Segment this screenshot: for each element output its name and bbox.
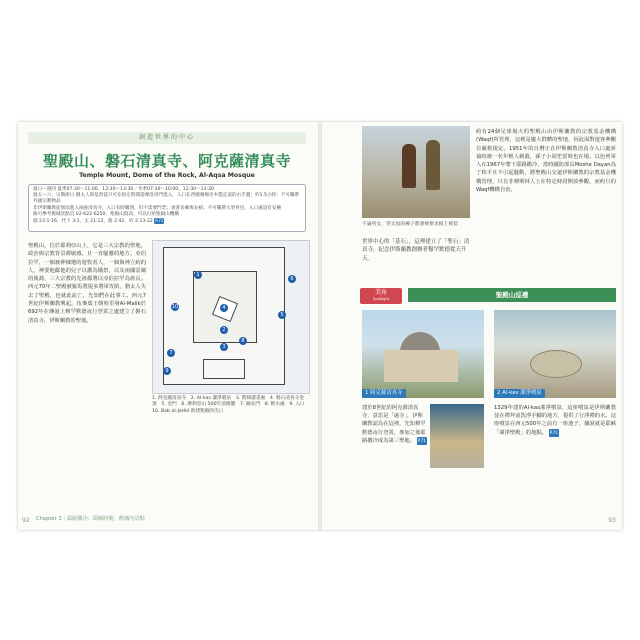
fountain-photo <box>494 310 616 398</box>
map-marker: 6 <box>288 275 296 283</box>
figure <box>402 144 416 188</box>
page-ref: P.71 <box>155 218 164 224</box>
page-number: 92 <box>22 517 30 524</box>
pilgrims-photo <box>362 126 470 218</box>
interior-photo <box>430 404 484 468</box>
fountain-basin <box>530 350 582 378</box>
col1-text: 建於8世紀的阿克薩清真寺，意思是「遠寺」，伊斯蘭教認為在這裡，先知穆罕默德夜行登霄，麥加之後耶路撒冷成為第三聖地。 P.71 <box>362 405 426 444</box>
info-contact: 路可參考舊城景點頁 02-622-6250；聖殿山資訊；可以打給聖殿山機構 <box>33 211 179 217</box>
temple-mount-map <box>152 240 310 394</box>
map-marker: 5 <box>278 311 286 319</box>
spotlight-title: 聖殿山巡禮 <box>408 288 616 302</box>
mosque-building <box>203 359 245 379</box>
map-marker: 3 <box>220 343 228 351</box>
page-title: 聖殿山、磐石清真寺、阿克薩清真寺 <box>42 152 291 170</box>
page-number: 93 <box>608 517 616 524</box>
book-spread <box>18 122 622 530</box>
col2-text: 1329年建的Al-kas潔淨噴泉，這座噴泉是伊斯蘭教徒在禮拜前洗淨手腳的地方，提供了行淨禮的水。這座噴泉在西元500年之前有一座池子，據說就是耶穌「潔淨聖殿」的地點。 P.71 <box>494 405 616 436</box>
section-kicker: 創造世界的中心 <box>28 132 306 144</box>
mid-text: 世界中心的「基石」，這裡建立了「聖石」清真寺，紀念伊斯蘭教創辦者穆罕默德從天升天。 <box>362 239 470 262</box>
info-box <box>28 184 306 232</box>
top-text: 約有24個足球場大的聖殿山由伊斯蘭教的宗教基金機構(Waqf)所管理，這裡是龐大群體的聖地，因此面對遊客參觀有嚴格規定。1951年的日曆正在伊斯蘭教清真寺入口處祈禱時被一名年輕人刺殺，孫子小胡笙當時也在場。以色列軍人在1967年奪下耶路撒冷，當時國防部長Moshe Dayan為了和平且不引起騷動，將聖殿山交還伊斯蘭教的宗教基金機構管理，只有非穆斯林人士在特定時段開放參觀，而約旦的Waqf機構自治。 <box>476 129 616 194</box>
map-legend: 1. 阿克薩清真寺 2. Al-kas 潔淨噴泉 3. 階梯讀書處 4. 磐石清真寺金頂 5. 金門 6. 摩利亞山 500年前圍牆 7. 錫安門 8. 飲水處 9. 入口 10. Bab al-Jedid 新建聖殿的出口 <box>152 396 310 414</box>
map-marker: 4 <box>220 304 228 312</box>
body-text: 聖殿山，位於耶利亞山上，它是三大宗教的聖地，政治與宗教背景都敏感，且一直騷靈的地方。亞伯拉罕，一個被神揀選的遊牧者人，一個與神立約的人，神要他獻他的兒子以撒為燔祭，以及兩國雷爾的後裔，三大宗教的先祖都將以亞伯拉罕為族長。西元70年二聖殿被羅馬將提多將軍攻陷，猶太人失去了聖殿，也就此流亡，先知們在此事工。西元7世紀伊斯蘭教興起，伍麥葉王朝哈里發Al-Malik於692年在傳說上穆罕默德夜行登霄之處建立了磐石清真寺，伊斯蘭教的聖地。 <box>28 243 146 324</box>
map-marker: 9 <box>163 367 171 375</box>
map-marker: 10 <box>171 304 179 310</box>
right-page <box>322 122 622 530</box>
photo-label: 2 Al-kas 潔淨噴泉 <box>494 389 545 398</box>
photo-caption: 不論男女，穿太短的褲子都會被要求披上被套 <box>362 222 458 227</box>
al-aqsa-photo <box>362 310 484 398</box>
left-page <box>18 122 318 530</box>
info-hours: 週日～週四 夏季07:30～11:00、12:30～13:30／冬季07:30～10:00、12:30～13:30 <box>33 187 214 192</box>
figure <box>426 140 440 190</box>
spotlight-badge: 美角 Spotlight <box>360 288 402 304</box>
dome <box>400 332 440 352</box>
photo-label: 1 阿克薩清真寺 <box>362 389 406 398</box>
info-access: 週五～六、宗教節日 猶太人與基督徒只可在指定時間從摩洛哥門進入，入口在西牆廣場旁木製走道的右手邊；約1.5小時；不可攜帶外國宗教物品 <box>33 193 300 205</box>
chapter-footer: Chapter 3｜耶路撒冷：耶穌時期，舊城內景點 <box>36 516 145 522</box>
page-ref: P.71 <box>417 437 427 445</box>
map-marker: 8 <box>239 337 247 345</box>
map-marker: 7 <box>167 349 175 357</box>
info-scripture: 創 23:1-16、代下 3:1、太 21:12、路 2:42、約 2:13-22 P.71 <box>33 218 164 225</box>
page-ref: P.71 <box>549 429 559 437</box>
map-marker: 2 <box>220 326 228 334</box>
info-rules: 非伊斯蘭教徒無法進入兩座清真寺，入口有時關閉，但不需要門票；須著長褲與長裙；不可攜帶大型背包，入口處設有安檢 <box>33 205 282 211</box>
page-subtitle: Temple Mount, Dome of the Rock, Al-Aqsa Mosque <box>79 172 255 179</box>
facade <box>384 350 458 382</box>
map-marker: 1 <box>194 271 202 279</box>
